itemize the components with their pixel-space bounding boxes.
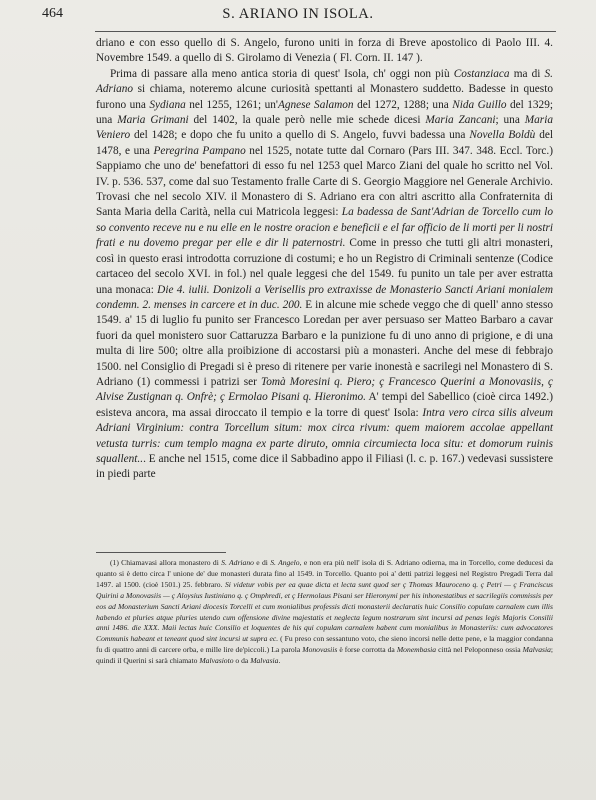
text-run: città nel Peloponneso ossia	[436, 645, 523, 655]
paragraph-1: driano e con esso quello di S. Angelo, furono uniti in forza di Breve apostolico di Paolo III. 4. Novembre 1549. a quello di S. Girolamo di Venezia ( Fl. Corn. II. 147 ).	[96, 37, 553, 65]
text-run: e di	[253, 558, 271, 567]
text-run: .	[278, 656, 281, 666]
italic-run: S. Angelo	[270, 558, 300, 567]
text-run: (1) Chiamavasi allora monastero di	[110, 558, 222, 567]
text-run: , e non era più nell' isola di S. Adriano odierna, ma in Torcello, come deducesi da quanto si è detto circa l' unione de' due monasteri durata fino al 1549. in Torcello. Quanto poi a' detti patrizi leggesi nel Registro Pregadi Terra dal 1497. al 1500. (cioè 1501.) 25. febbraro.	[96, 558, 553, 589]
italic-run: Monembasia	[396, 645, 437, 655]
running-head: S. ARIANO IN ISOLA.	[222, 6, 374, 22]
text-run: del 1478, e una	[96, 129, 553, 157]
text-run: Prima di passare alla meno antica storia di quest' Isola, ch' oggi non più	[110, 67, 454, 80]
text-run: A' tempi del Sabellico (cioè circa 1492.) esisteva ancora, ma assai diroccato il tempio e la torre di quest' Isola:	[96, 391, 553, 419]
italic-quote: Intra vero circa silis alveum Adriani Virginium: contra Torcellum situm: mox circa rivum: quem maiorem accolae appellant vetusta turris: cum templo magna ex parte diruto, omnia circumiecta loca situ: et domorum ruinis squallent..	[96, 406, 553, 465]
text-run: E in alcune mie schede veggo che di quell' anno stesso 1549. a' 15 di luglio fu punito ser Francesco Loredan per aver persuaso ser Matteo Barbaro a cavar fuori da quel monistero suor Cattaruzza Barbaro e la punizione fu di uno anno di prigione, e di una multa di lire 500; oltre alla proibizione di accostarsi più a monasteri. Anche del mese di febbrajo 1500. nel Consiglio di Pregadi si è preso di ritenere per varie inonestà e sacrilegi nel Monastero di S. Adriano (1) commessi i patrizi ser	[96, 298, 553, 388]
italic-run: Tomà Moresini q. Piero; ç Francesco Querini a Monovasiis, ç Alvise Zustignan q. Onfrè; ç Ermolao Pisani q. Hieronimo.	[96, 375, 553, 404]
main-text	[96, 36, 553, 483]
footnotes	[96, 558, 553, 667]
italic-run: Monovasiis	[302, 645, 338, 655]
italic-run: Peregrina Pampano	[153, 144, 246, 157]
italic-run: Maria Grimani	[117, 114, 189, 127]
italic-run: Malvasia	[522, 645, 551, 655]
text-run: . E anche nel 1515, come dice il Sabbadino appo il Filiasi (l. c. p. 167.) vedevasi sussistere in piedi parte	[96, 452, 553, 481]
header-rule	[95, 31, 556, 32]
text-run: ; quindi il Querini si sarà chiamato	[96, 645, 554, 666]
italic-run: Malvasioto	[199, 656, 234, 666]
italic-run: S. Adriano	[96, 67, 554, 96]
text-run: nel 1255, 1261; un'	[185, 98, 278, 111]
text-run: del 1329; una	[96, 98, 553, 127]
italic-run: Nida Guillo	[452, 98, 507, 111]
italic-run: Maria Zancani	[425, 114, 496, 127]
italic-run: Costanziaca	[453, 67, 510, 80]
italic-run: Agnese Salamon	[277, 98, 354, 111]
page-number: 464	[42, 6, 63, 21]
italic-quote: Die 4. iulii. Donizoli a Verisellis pro extraxisse de Monasterio Sancti Ariani monialem condemn. 2. menses in carcere et in duc. 200.	[96, 283, 553, 311]
text-run: del 1428; e dopo che fu unito a quello di S. Angelo, fuvvi badessa una	[130, 129, 470, 142]
text-run: ma di	[509, 67, 545, 80]
italic-quote: La badessa de Sant'Adrian de Torcello cum lo so convento receve nu e nu elle en le nostre oracion e beneficii e el far officio de li morti per li nostri frati e nu dovemo pregar per elle e dir li paternostri.	[96, 206, 553, 250]
text-run: del 1402, la quale però nelle mie schede dicesi	[188, 114, 426, 127]
page-header	[40, 6, 556, 28]
italic-run: Malvasia	[250, 656, 279, 666]
text-run: nel 1525, notate tutte dal Cornaro (Pars III. 347. 348. Eccl. Torc.) Sappiamo che uno de' benefattori di esso fu nel 1253 quel Marco Ziani del quale ho scritto nel Vol. IV. p. 536. 537, come dal suo Testamento fralle Carte di S. Georgio Maggiore nel Generale Archivio. Trovasi che nel secolo XIV. il Monastero di S. Adriano era con altri ascritto alla Confraternita di Santa Maria della Carità, nella cui Matricola leggesi:	[96, 144, 553, 219]
italic-run: Sydiana	[149, 98, 186, 111]
text-run: è forse corrotta da	[337, 645, 397, 655]
footnote-rule	[96, 552, 226, 553]
text-run: Come in presso che tutti gli altri monasteri, così in questo erasi introdotta corruzione di costumi; e ho un Registro di Criminali sentenze (Codice cartaceo del secolo XVI. in fol.) nel quale leggesi che del 1549. fu punito un tale per aver estratta una monaca:	[96, 237, 553, 296]
footnote-1	[96, 558, 553, 667]
text-run: ( Fu preso con sessantuno voto, che sieno incorsi nelle dette pene, e la maggior condanna fu di quattro anni di carcere orba, e mille lire de'piccoli.) La parola	[96, 634, 553, 655]
paragraph-2	[96, 67, 553, 483]
italic-quote: Si videtur vobis per ea quae dicta et lecta sunt quod ser ç Thomas Mauroceno q. ç Petri — ç Franciscus Quirini a Monovasiis — ç Aloysius Iustiniano q. ç Omphredi, et ç Hermolaus Pisani ser Hieronymi per his inhonestatibus et sacrilegiis commissis per eos ad Monasterium Sancti Ariani diocesis Torcelli et cum monialibus professis dicti monasterii declaratis huic Consilio copulam carnalem cum illis habendo et pluries atque pluries utendo cum offensione divine majestatis et neglecta legum nostrarum sint incursi ad penas legis Majoris Consilii anni 1486. die XXX. Maii lectas huic Consilio et loquentes de his qui copulam carnalem habent cum monialibus in Monasteriis: cum advocatores Communis habeant et teneant quod sint incursi ut supra ec.	[96, 579, 554, 644]
italic-run: Novella Boldù	[469, 129, 536, 142]
text-run: del 1272, 1288; una	[353, 98, 453, 111]
text-run: si chiama, noteremo alcune curiosità spettanti al Monastero suddetto. Badesse in questo furono una	[96, 83, 553, 111]
italic-run: Maria Veniero	[96, 114, 553, 142]
italic-run: S. Adriano	[221, 558, 254, 567]
text-run: ; una	[495, 114, 525, 127]
text-run: o da	[233, 656, 251, 666]
